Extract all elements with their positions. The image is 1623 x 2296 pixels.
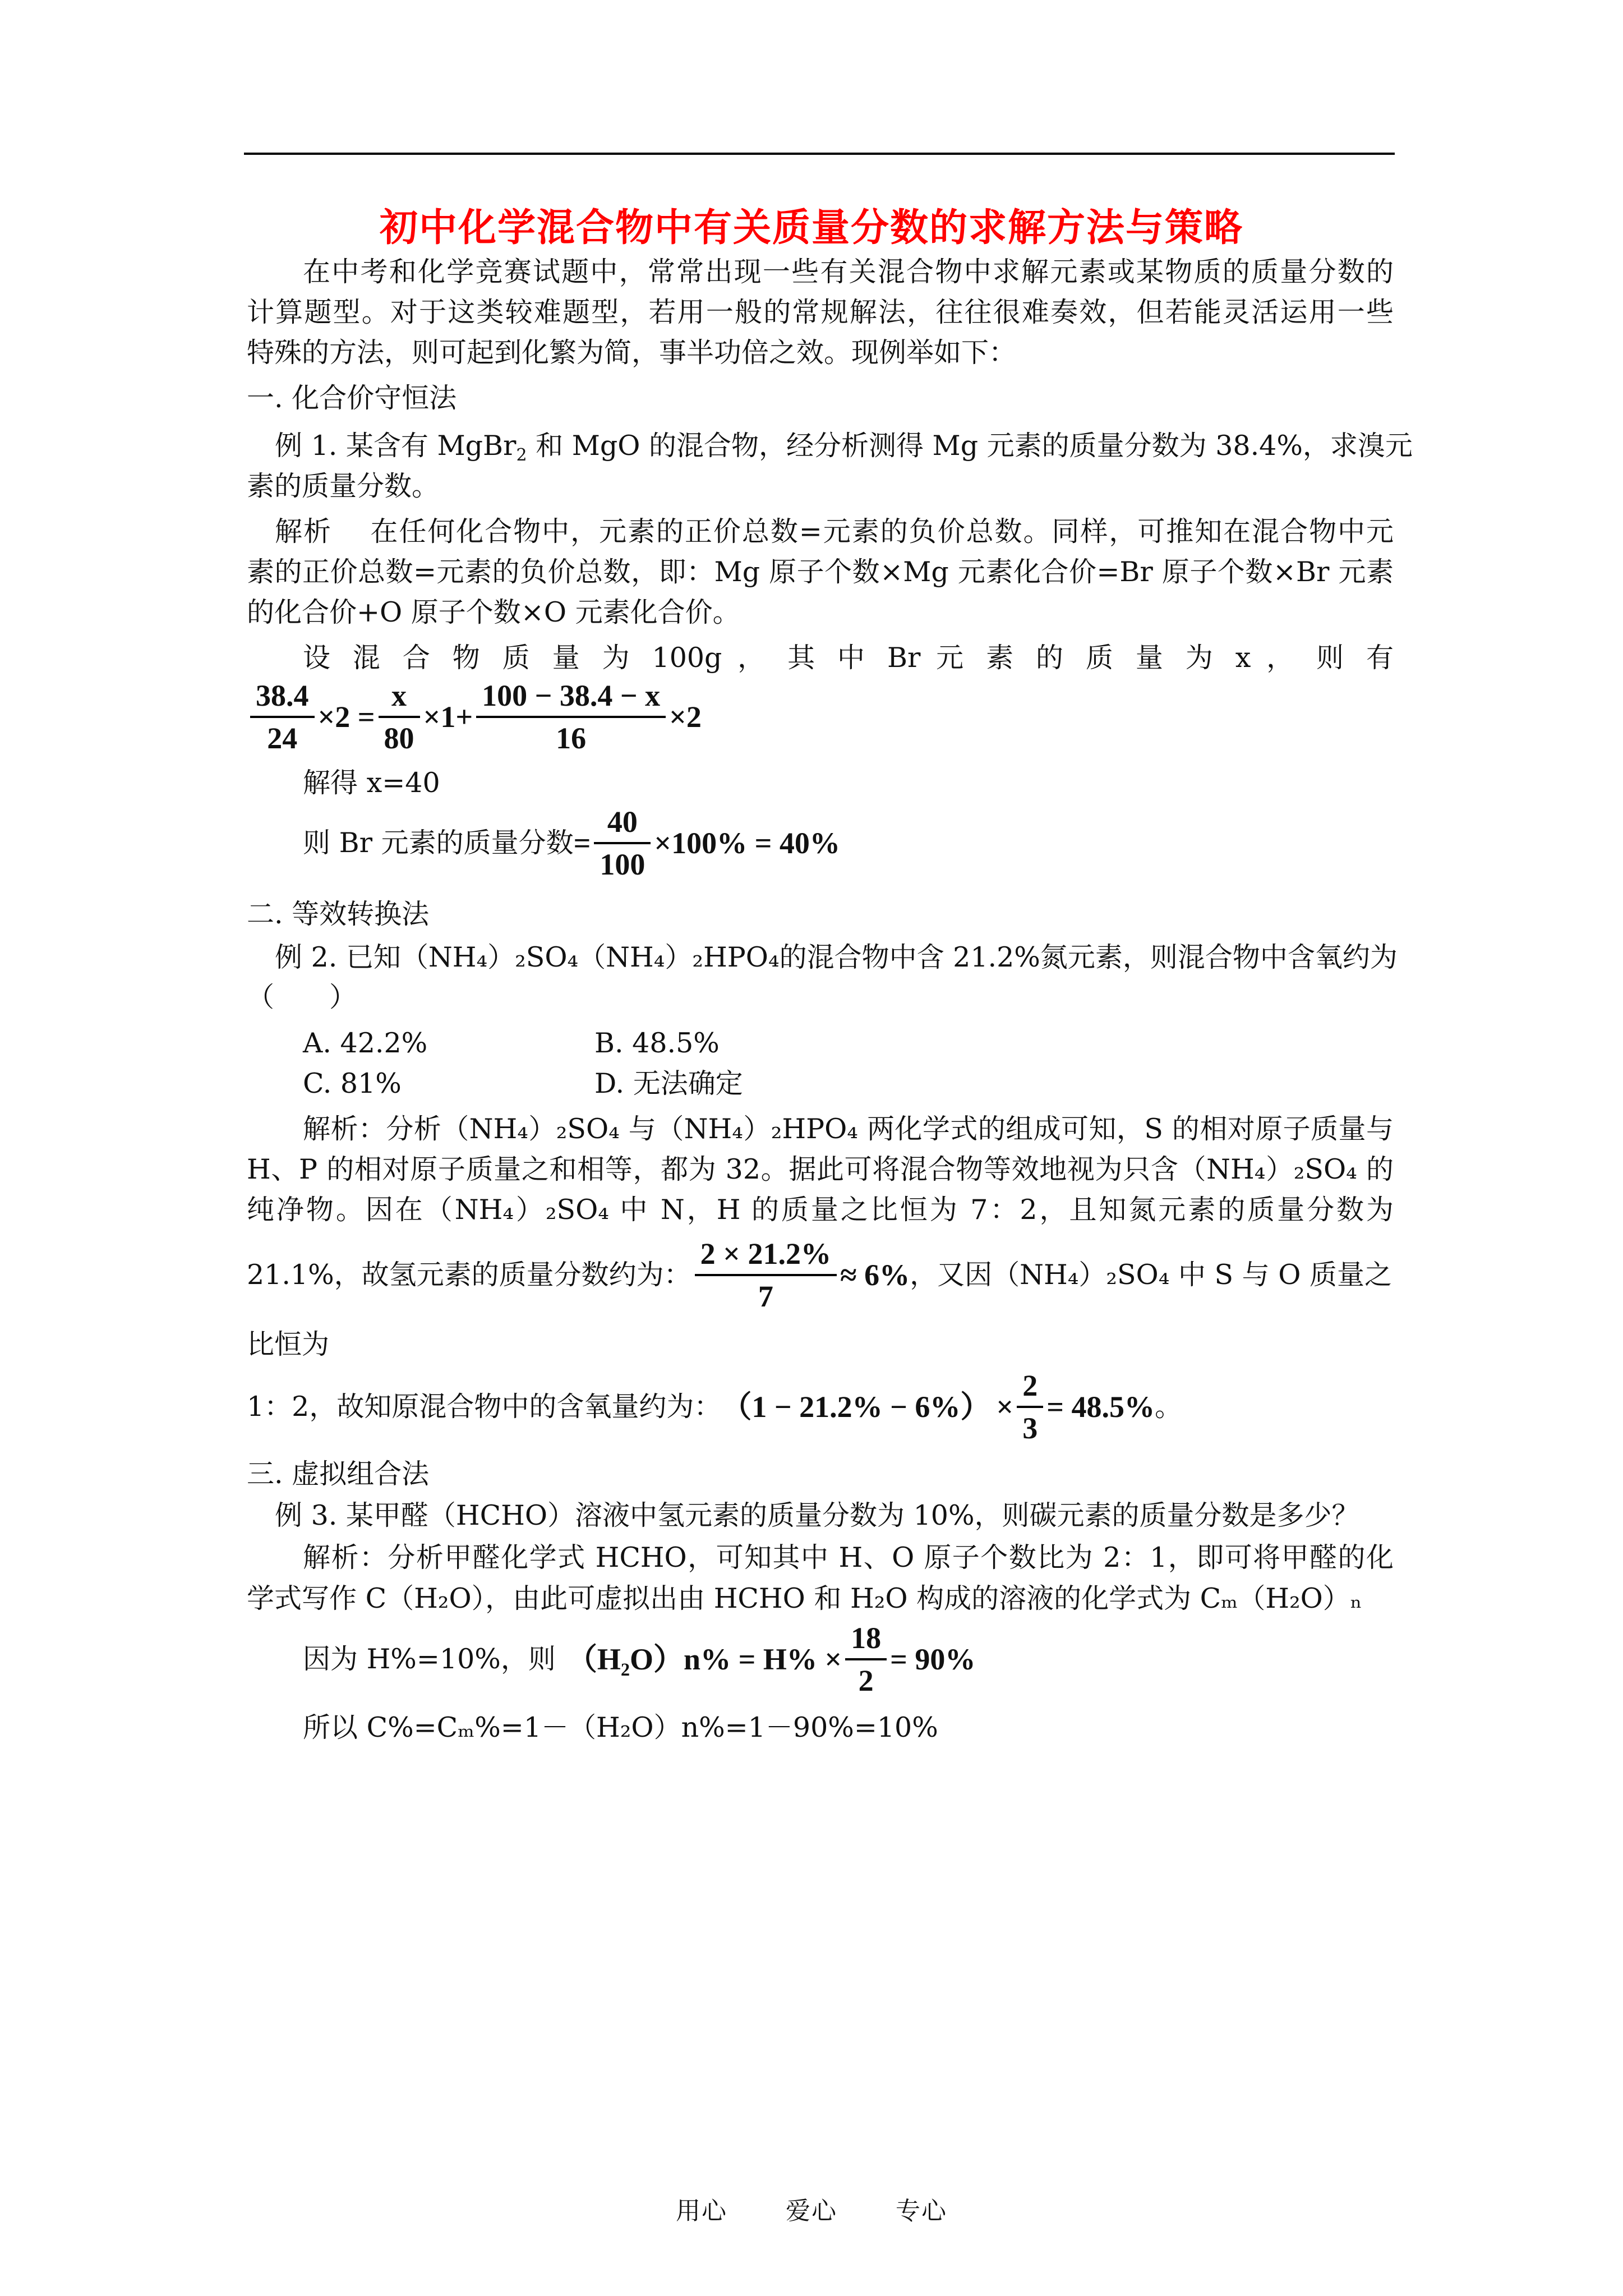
example-1-text-b: 和 MgO 的混合物，经分析测得 Mg 元素的质量分数为 38.4%，求溴元 — [527, 430, 1413, 462]
analysis-3-line-2: 学式写作 C（H₂O），由此可虚拟出由 HCHO 和 H₂O 构成的溶液的化学式为 Cₘ（H₂O）ₙ — [247, 1582, 1362, 1614]
result-line-1: 则 Br 元素的质量分数= $\frac{40}{100}$ ×100% = 40% — [303, 805, 840, 881]
section-1-heading: 一. 化合价守恒法 — [247, 382, 457, 414]
fraction-x-over-80: $\frac{x}{80}$ — [379, 679, 420, 755]
header-rule — [244, 153, 1395, 155]
fraction-40-over-100: $\frac{40}{100}$ — [594, 805, 651, 881]
analysis-1-line-2: 素的正价总数=元素的负价总数，即：Mg 原子个数×Mg 元素化合价=Br 原子个数×Br 元素 — [247, 556, 1394, 588]
analysis-2-line-6: 1：2，故知原混合物中的含氧量约为：（1 − 21.2% − 6%） × $\frac{2}{3}$ = 48.5%。 — [247, 1369, 1182, 1445]
fraction-hydrogen: $\frac{2 \times 21.2\%}{7}$ — [695, 1237, 837, 1313]
analysis-3-equation: 因为 H%=10%，则 （H₂O）n% = H% × $\frac{18}{2}$ = 90% — [303, 1621, 976, 1697]
analysis-2-line-2: H、P 的相对原子质量之和相等，都为 32。据此可将混合物等效地视为只含（NH₄）₂SO₄ 的 — [247, 1153, 1394, 1185]
analysis-2-line-1: 解析：分析（NH₄）₂SO₄ 与（NH₄）₂HPO₄ 两化学式的组成可知，S 的相对原子质量与 — [303, 1113, 1394, 1145]
example-3-line: 例 3. 某甲醛（HCHO）溶液中氢元素的质量分数为 10%，则碳元素的质量分数是多少？ — [275, 1499, 1359, 1531]
option-d: D. 无法确定 — [594, 1068, 743, 1099]
footer-text-3: 专心 — [896, 2197, 947, 2225]
intro-line-1: 在中考和化学竞赛试题中，常常出现一些有关混合物中求解元素或某物质的质量分数的 — [303, 256, 1394, 288]
analysis-1-line-1: 解析 在任何化合物中，元素的正价总数=元素的负价总数。同样，可推知在混合物中元 — [275, 516, 1394, 547]
analysis-3-line-1: 解析：分析甲醛化学式 HCHO，可知其中 H、O 原子个数比为 2：1，即可将甲醛的化 — [303, 1542, 1394, 1573]
example-2-line-1: 例 2. 已知（NH₄）₂SO₄（NH₄）₂HPO₄的混合物中含 21.2%氮元素，则混合物中含氧约为 — [275, 941, 1398, 973]
example-1-line-2: 素的质量分数。 — [247, 470, 440, 502]
document-title: 初中化学混合物中有关质量分数的求解方法与策略 — [379, 205, 1243, 250]
option-c: C. 81% — [303, 1068, 402, 1099]
section-3-heading: 三. 虚拟组合法 — [247, 1458, 430, 1490]
setup-line: 设 混 合 物 质 量 为 100g ， 其 中 Br 元 素 的 质 量 为 x ， 则 有 — [303, 642, 1394, 674]
final-line: 所以 C%=Cₘ%=1－（H₂O）n%=1－90%=10% — [303, 1711, 938, 1743]
example-1-subscript: 2 — [516, 445, 527, 465]
page-footer — [0, 2191, 1623, 2226]
intro-line-3: 特殊的方法，则可起到化繁为简，事半功倍之效。现例举如下： — [247, 337, 1017, 369]
fraction-2-over-3: $\frac{2}{3}$ — [1017, 1369, 1043, 1445]
analysis-2-line-5: 比恒为 — [247, 1328, 330, 1360]
fraction-remainder-over-16: $\frac{100 - 38.4 - x}{16}$ — [476, 679, 666, 755]
fraction-18-over-2: $\frac{18}{2}$ — [845, 1621, 887, 1697]
footer-text-2: 爱心 — [786, 2197, 837, 2225]
example-1-text-a: 例 1. 某含有 MgBr — [275, 430, 517, 462]
analysis-2-line-4: 21.1%，故氢元素的质量分数约为： $\frac{2 \times 21.2\%}{7}$ ≈ 6%，又因（NH₄）₂SO₄ 中 S 与 O 质量之 — [247, 1237, 1392, 1313]
fraction-38-4-over-24: $\frac{38.4}{24}$ — [250, 679, 315, 755]
intro-line-2: 计算题型。对于这类较难题型，若用一般的常规解法，往往很难奏效，但若能灵活运用一些 — [247, 296, 1394, 328]
option-b: B. 48.5% — [594, 1027, 720, 1059]
example-2-line-2: （ ） — [247, 981, 357, 1013]
option-a: A. 42.2% — [303, 1027, 428, 1059]
example-1-line-1 — [275, 429, 1413, 463]
footer-text-1: 用心 — [676, 2197, 727, 2225]
solve-line: 解得 x=40 — [303, 767, 440, 799]
analysis-1-line-3: 的化合价+O 原子个数×O 元素化合价。 — [247, 596, 740, 628]
equation-1: $\frac{38.4}{24}$ ×2 = $\frac{x}{80}$ ×1+ $\frac{100 - 38.4 - x}{16}$ ×2 — [247, 679, 702, 755]
section-2-heading: 二. 等效转换法 — [247, 898, 430, 930]
analysis-2-line-3: 纯净物。因在（NH₄）₂SO₄ 中 N，H 的质量之比恒为 7：2，且知氮元素的质量分数为 — [247, 1194, 1394, 1226]
